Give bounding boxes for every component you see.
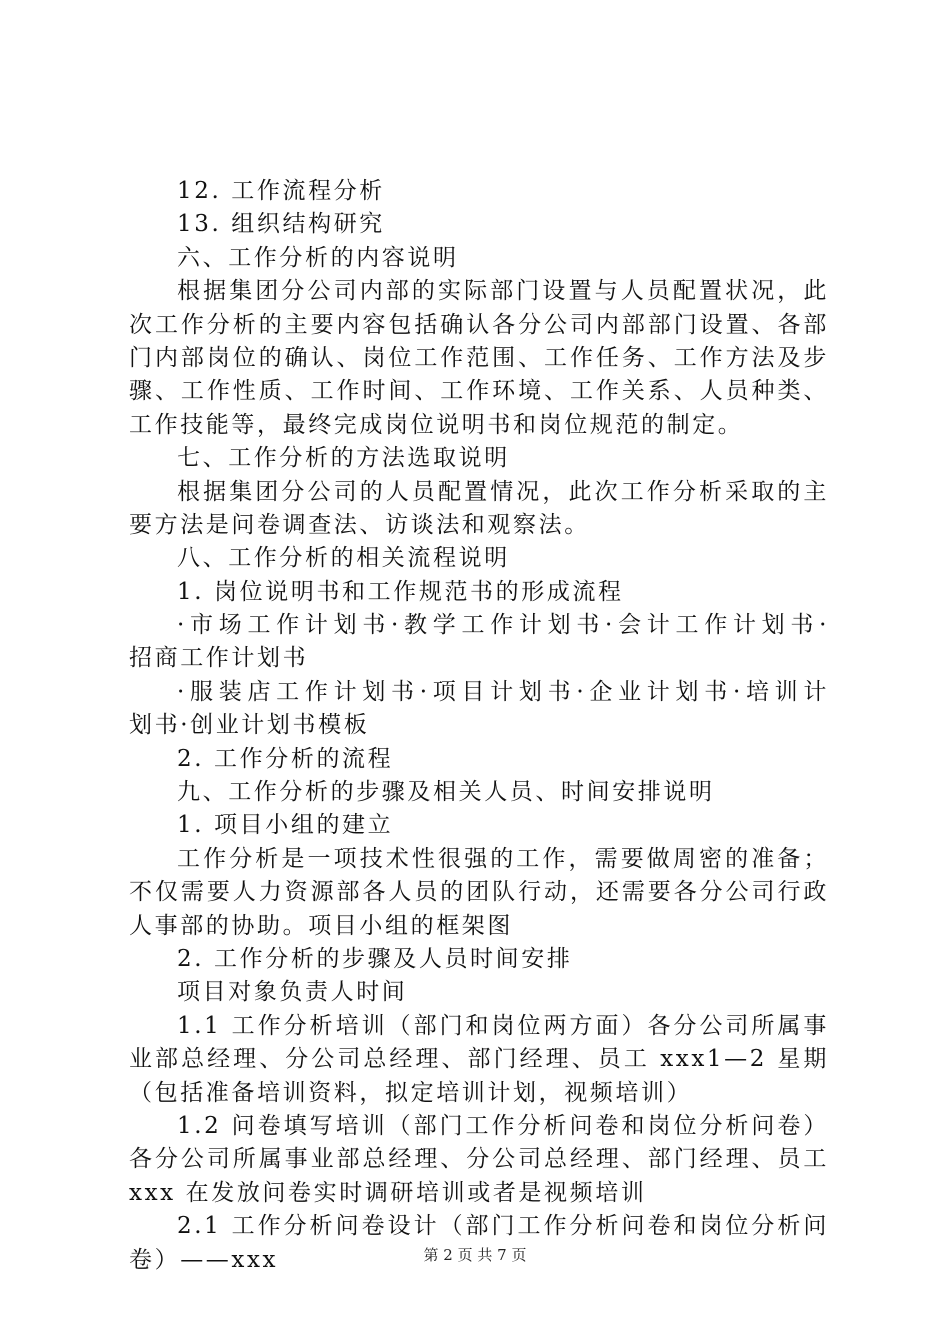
paragraph-line: 工作分析是一项技术性很强的工作，需要做周密的准备； [177, 845, 829, 872]
table-header-line: 项目对象负责人时间 [177, 979, 408, 1006]
paragraph-line: 次工作分析的主要内容包括确认各分公司内部部门设置、各部 [129, 311, 829, 338]
section-heading-9: 九、工作分析的步骤及相关人员、时间安排说明 [177, 779, 715, 806]
subheading-1: 1. 项目小组的建立 [177, 812, 394, 839]
schedule-line: 1.1 工作分析培训（部门和岗位两方面）各分公司所属事 [177, 1012, 829, 1039]
section-heading-7: 七、工作分析的方法选取说明 [177, 445, 510, 472]
subheading-2: 2. 工作分析的流程 [177, 745, 394, 772]
section-heading-6: 六、工作分析的内容说明 [177, 244, 459, 271]
paragraph-line: 要方法是问卷调查法、访谈法和观察法。 [129, 511, 590, 538]
paragraph-line: 根据集团分公司内部的实际部门设置与人员配置状况，此 [177, 278, 829, 305]
schedule-line: 业部总经理、分公司总经理、部门经理、员工 xxx1—2 星期 [129, 1046, 829, 1073]
bullet-line: 招商工作计划书 [129, 645, 309, 672]
bullet-line: ·服装店工作计划书·项目计划书·企业计划书·培训计 [177, 678, 829, 705]
schedule-line: 卷）——xxx [129, 1246, 279, 1273]
paragraph-line: 骤、工作性质、工作时间、工作环境、工作关系、人员种类、 [129, 378, 829, 405]
schedule-line: xxx 在发放问卷实时调研培训或者是视频培训 [129, 1179, 647, 1206]
paragraph-line: 根据集团分公司的人员配置情况，此次工作分析采取的主 [177, 478, 829, 505]
bullet-line: ·市场工作计划书·教学工作计划书·会计工作计划书· [177, 612, 829, 639]
paragraph-line: 门内部岗位的确认、岗位工作范围、工作任务、工作方法及步 [129, 344, 829, 371]
section-heading-8: 八、工作分析的相关流程说明 [177, 545, 510, 572]
bullet-line: 划书·创业计划书模板 [129, 712, 370, 739]
subheading-2: 2. 工作分析的步骤及人员时间安排 [177, 945, 573, 972]
list-item-12: 12. 工作流程分析 [177, 178, 385, 204]
schedule-line: 各分公司所属事业部总经理、分公司总经理、部门经理、员工 [129, 1146, 829, 1173]
schedule-line: 1.2 问卷填写培训（部门工作分析问卷和岗位分析问卷） [177, 1112, 829, 1139]
paragraph-line: 不仅需要人力资源部各人员的团队行动，还需要各分公司行政 [129, 879, 829, 906]
schedule-line: 2.1 工作分析问卷设计（部门工作分析问卷和岗位分析问 [177, 1213, 829, 1240]
document-body [129, 175, 829, 1277]
subheading-1: 1. 岗位说明书和工作规范书的形成流程 [177, 578, 624, 605]
schedule-line: （包括准备培训资料，拟定培训计划，视频培训） [129, 1079, 693, 1106]
list-item-13: 13. 组织结构研究 [177, 211, 385, 238]
paragraph-line: 人事部的协助。项目小组的框架图 [129, 912, 513, 939]
page-number-footer: 第 2 页 共 7 页 [423, 1246, 527, 1264]
paragraph-line: 工作技能等，最终完成岗位说明书和岗位规范的制定。 [129, 411, 744, 438]
